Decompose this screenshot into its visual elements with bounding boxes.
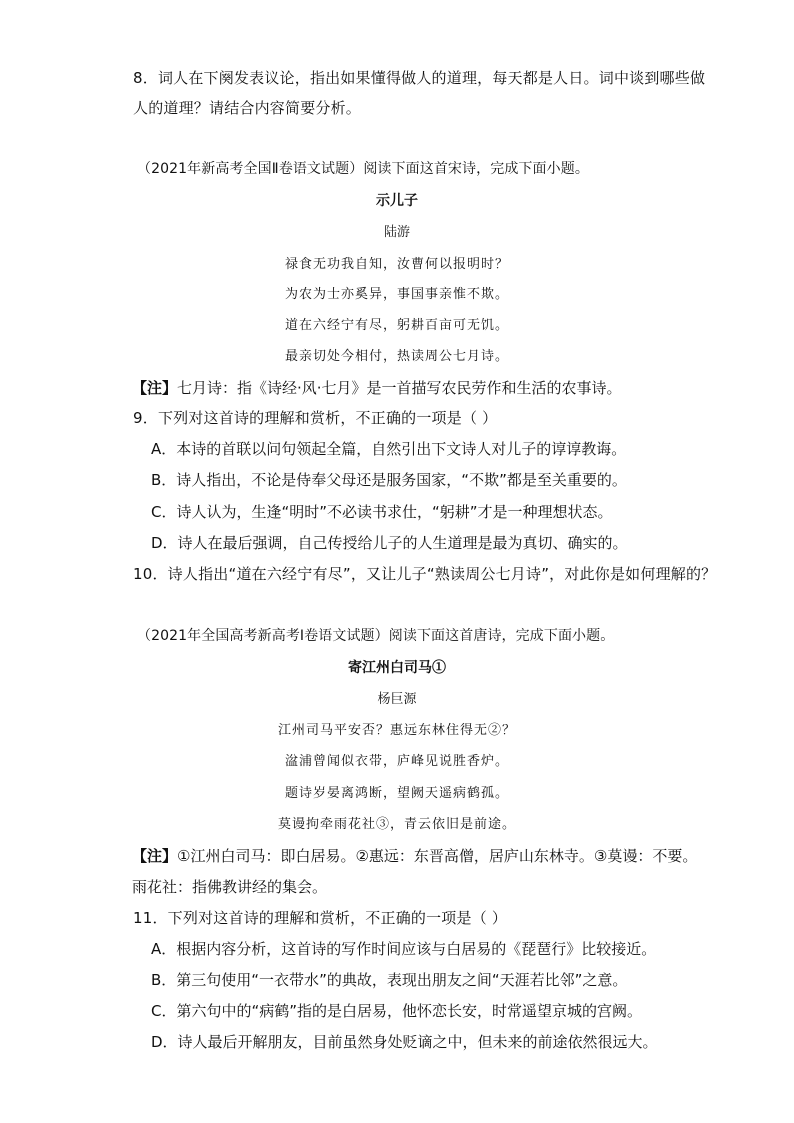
section-2-source: （2021年全国高考新高考Ⅰ卷语文试题）阅读下面这首唐诗，完成下面小题。	[137, 628, 615, 644]
question-9-option-b: B．诗人指出，不论是侍奉父母还是服务国家，“不欺”都是至关重要的。	[151, 471, 627, 489]
poem-2-verse-2: 湓浦曾闻似衣带，庐峰见说胜香炉。	[284, 754, 509, 769]
note-tag: 【注】	[132, 379, 178, 397]
note-tag: 【注】	[132, 847, 178, 865]
question-9-option-d: D．诗人在最后强调，自己传授给儿子的人生道理是最为真切、确实的。	[151, 534, 628, 552]
section-1-source: （2021年新高考全国Ⅱ卷语文试题）阅读下面这首宋诗，完成下面小题。	[137, 161, 589, 177]
poem-2-verse-4: 莫谩拘牵雨花社③，青云依旧是前途。	[277, 817, 516, 832]
poem-1-note	[132, 381, 622, 396]
note-text: ①江州白司马：即白居易。②惠远：东晋高僧，居庐山东林寺。③莫谩：不要。	[177, 847, 698, 865]
poem-2-verse-1: 江州司马平安否？惠远东林住得无②？	[277, 723, 516, 738]
poem-2-title: 寄江州白司马①	[348, 660, 446, 676]
poem-1-title: 示儿子	[376, 193, 418, 209]
poem-1-verse-2: 为农为士亦奚异，事国事亲惟不欺。	[284, 287, 509, 302]
question-8-line-1: 8．词人在下阕发表议论，指出如果懂得做人的道理，每天都是人日。词中谈到哪些做	[133, 69, 706, 87]
question-9-stem: 9．下列对这首诗的理解和赏析，不正确的一项是（ ）	[133, 409, 498, 427]
question-11-option-c: C．第六句中的“病鹤”指的是白居易，他怀恋长安，时常遥望京城的宫阙。	[151, 1002, 643, 1020]
poem-2-note-line-2: 雨花社：指佛教讲经的集会。	[132, 878, 328, 896]
poem-2-author: 杨巨源	[377, 692, 417, 707]
poem-1-verse-3: 道在六经宁有尽，躬耕百亩可无饥。	[284, 318, 509, 333]
question-8-line-2: 人的道理？请结合内容简要分析。	[133, 99, 362, 117]
poem-1-author: 陆游	[383, 225, 410, 240]
question-10-stem: 10．诗人指出“道在六经宁有尽”，又让儿子“熟读周公七月诗”，对此你是如何理解的？	[133, 565, 717, 583]
question-11-option-d: D．诗人最后开解朋友，目前虽然身处贬谪之中，但未来的前途依然很远大。	[151, 1033, 658, 1051]
question-11-option-b: B．第三句使用“一衣带水”的典故，表现出朋友之间“天涯若比邻”之意。	[151, 971, 628, 989]
poem-2-note-line-1	[132, 849, 697, 864]
question-11-stem: 11．下列对这首诗的理解和赏析，不正确的一项是（ ）	[133, 909, 508, 927]
question-9-option-c: C．诗人认为，生逢“明时”不必读书求仕，“躬耕”才是一种理想状态。	[151, 503, 613, 521]
question-11-option-a: A．根据内容分析，这首诗的写作时间应该与白居易的《琵琶行》比较接近。	[151, 940, 657, 958]
poem-1-verse-4: 最亲切处今相付，热读周公七月诗。	[284, 349, 509, 364]
poem-1-verse-1: 禄食无功我自知，汝曹何以报明时？	[284, 257, 509, 272]
question-9-option-a: A．本诗的首联以问句领起全篇，自然引出下文诗人对儿子的谆谆教诲。	[151, 440, 627, 458]
note-text: 七月诗：指《诗经·风·七月》是一首描写农民劳作和生活的农事诗。	[177, 379, 622, 397]
poem-2-verse-3: 题诗岁晏离鸿断，望阙天遥病鹤孤。	[284, 786, 509, 801]
